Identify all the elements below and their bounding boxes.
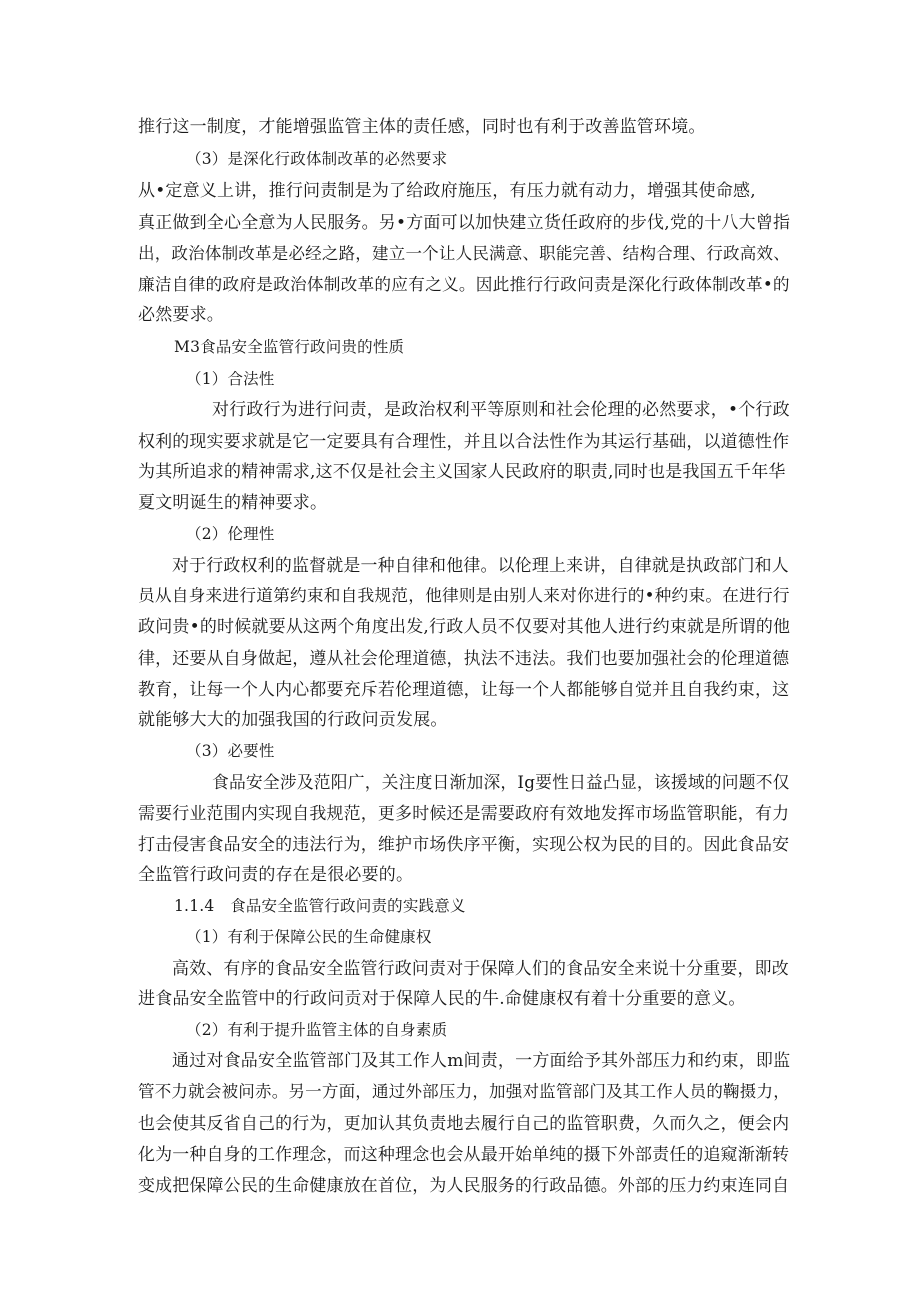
text-line: 化为一种自身的工作理念，而这种理念也会从最开始单纯的摄下外部责任的追窥渐渐转 <box>138 1144 790 1164</box>
text-line: 推行这一制度，才能增强监管主体的责任感，同时也有利于改善监管环境。 <box>138 117 706 137</box>
text-line: 食品安全涉及范阳广，关注度日渐加深，Ig要性日益凸显，该援域的问题不仅 <box>212 772 790 792</box>
section-heading: 1.1.4 食品安全监管行政问责的实践意义 <box>174 897 466 915</box>
text-line: 也会使其反省自己的行为，更加认其负责地去履行自己的监管职费，久而久之，便会内 <box>138 1113 790 1133</box>
subheading: （3）必要性 <box>186 742 275 760</box>
text-line: 通过对食品安全监管部门及其工作人m间责，一方面给予其外部压力和约束，即监 <box>172 1051 791 1071</box>
text-line: 员从自身来进行道第约束和自我规范，他律则是由别人来对你进行的•种约束。在进行行 <box>138 586 790 605</box>
text-line: 教育，让每一个人内心都要充斥若伦理道德，让每一个人都能够自觉并且自我约束，这 <box>138 679 790 699</box>
text-line: 变成把保障公民的生命健康放在首位，为人民服务的行政品德。外部的压力约束连同自 <box>138 1175 790 1195</box>
subheading: （2）伦理性 <box>186 525 275 543</box>
subheading: （3）是深化行政体制改革的必然要求 <box>186 150 448 168</box>
text-line: 对于行政权利的监督就是一种自律和他律。以伦理上来讲，自律就是执政部门和人 <box>172 555 789 575</box>
text-line: 高效、有序的食品安全监管行政问责对于保障人们的食品安全来说十分重要，即改 <box>172 958 789 978</box>
text-line: 需要行业范围内实现自我规范，更多时候还是需要政府有效地发挥市场监管职能，有力 <box>138 803 790 823</box>
text-line: 进食品安全监管中的行政问贡对于保障人民的牛.命健康权有着十分重要的意义。 <box>138 989 746 1009</box>
text-line: 夏文明诞生的精神要求。 <box>138 493 328 513</box>
text-line: 出，政治体制改革是必经之路，建立一个让人民满意、职能完善、结构合理、行政高效、 <box>138 244 790 263</box>
section-heading: M3食品安全监管行政问贵的性质 <box>174 338 405 356</box>
text-line: 管不力就会被问赤。另一方面，通过外部压力，加强对监管部门及其工作人员的鞠摄力， <box>138 1082 790 1101</box>
text-line: 必然要求。 <box>138 305 224 325</box>
subheading: （2）有利于提升监管主体的自身素质 <box>186 1021 448 1039</box>
text-line: 权利的现实要求就是它一定要具有合理性，并且以合法性作为其运行基础，以道德性作 <box>138 431 790 451</box>
text-line: 对行政行为进行问责，是政治权利平等原则和社会伦理的必然要求，•个行政 <box>212 400 790 420</box>
text-line: 真正做到全心全意为人民服务。另•方面可以加快建立货任政府的步伐,党的十八大曾指 <box>138 213 791 233</box>
subheading: （1）有利于保障公民的生命健康权 <box>186 928 432 946</box>
text-line: 就能够大大的加强我国的行政问贡发展。 <box>138 710 448 730</box>
text-line: 廉洁自律的政府是政治体制改革的应有之义。因此推行行政问责是深化行政体制改革•的 <box>138 275 790 294</box>
text-line: 律，还要从自身做起，遵从社会伦理道德，执法不违法。我们也要加强社会的伦理道德 <box>138 648 790 668</box>
subheading: （1）合法性 <box>186 370 275 388</box>
text-line: 政问贵•的时候就要从这两个角度出发,行政人员不仅要对其他人进行约束就是所谓的他 <box>138 617 791 637</box>
text-line: 打击侵害食品安全的违法行为，维护市场佚序平衡，实现公权为民的目的。因此食品安 <box>138 834 790 854</box>
text-line: 全监管行政问责的存在是很必要的。 <box>138 865 414 885</box>
text-line: 为其所追求的精神需求,这不仅是社会主义国家人民政府的职责,同时也是我国五千年华 <box>138 462 786 482</box>
text-line: 从•定意义上讲，推行问责制是为了给政府施压，有压力就有动力，增强其使命感, <box>138 181 756 201</box>
